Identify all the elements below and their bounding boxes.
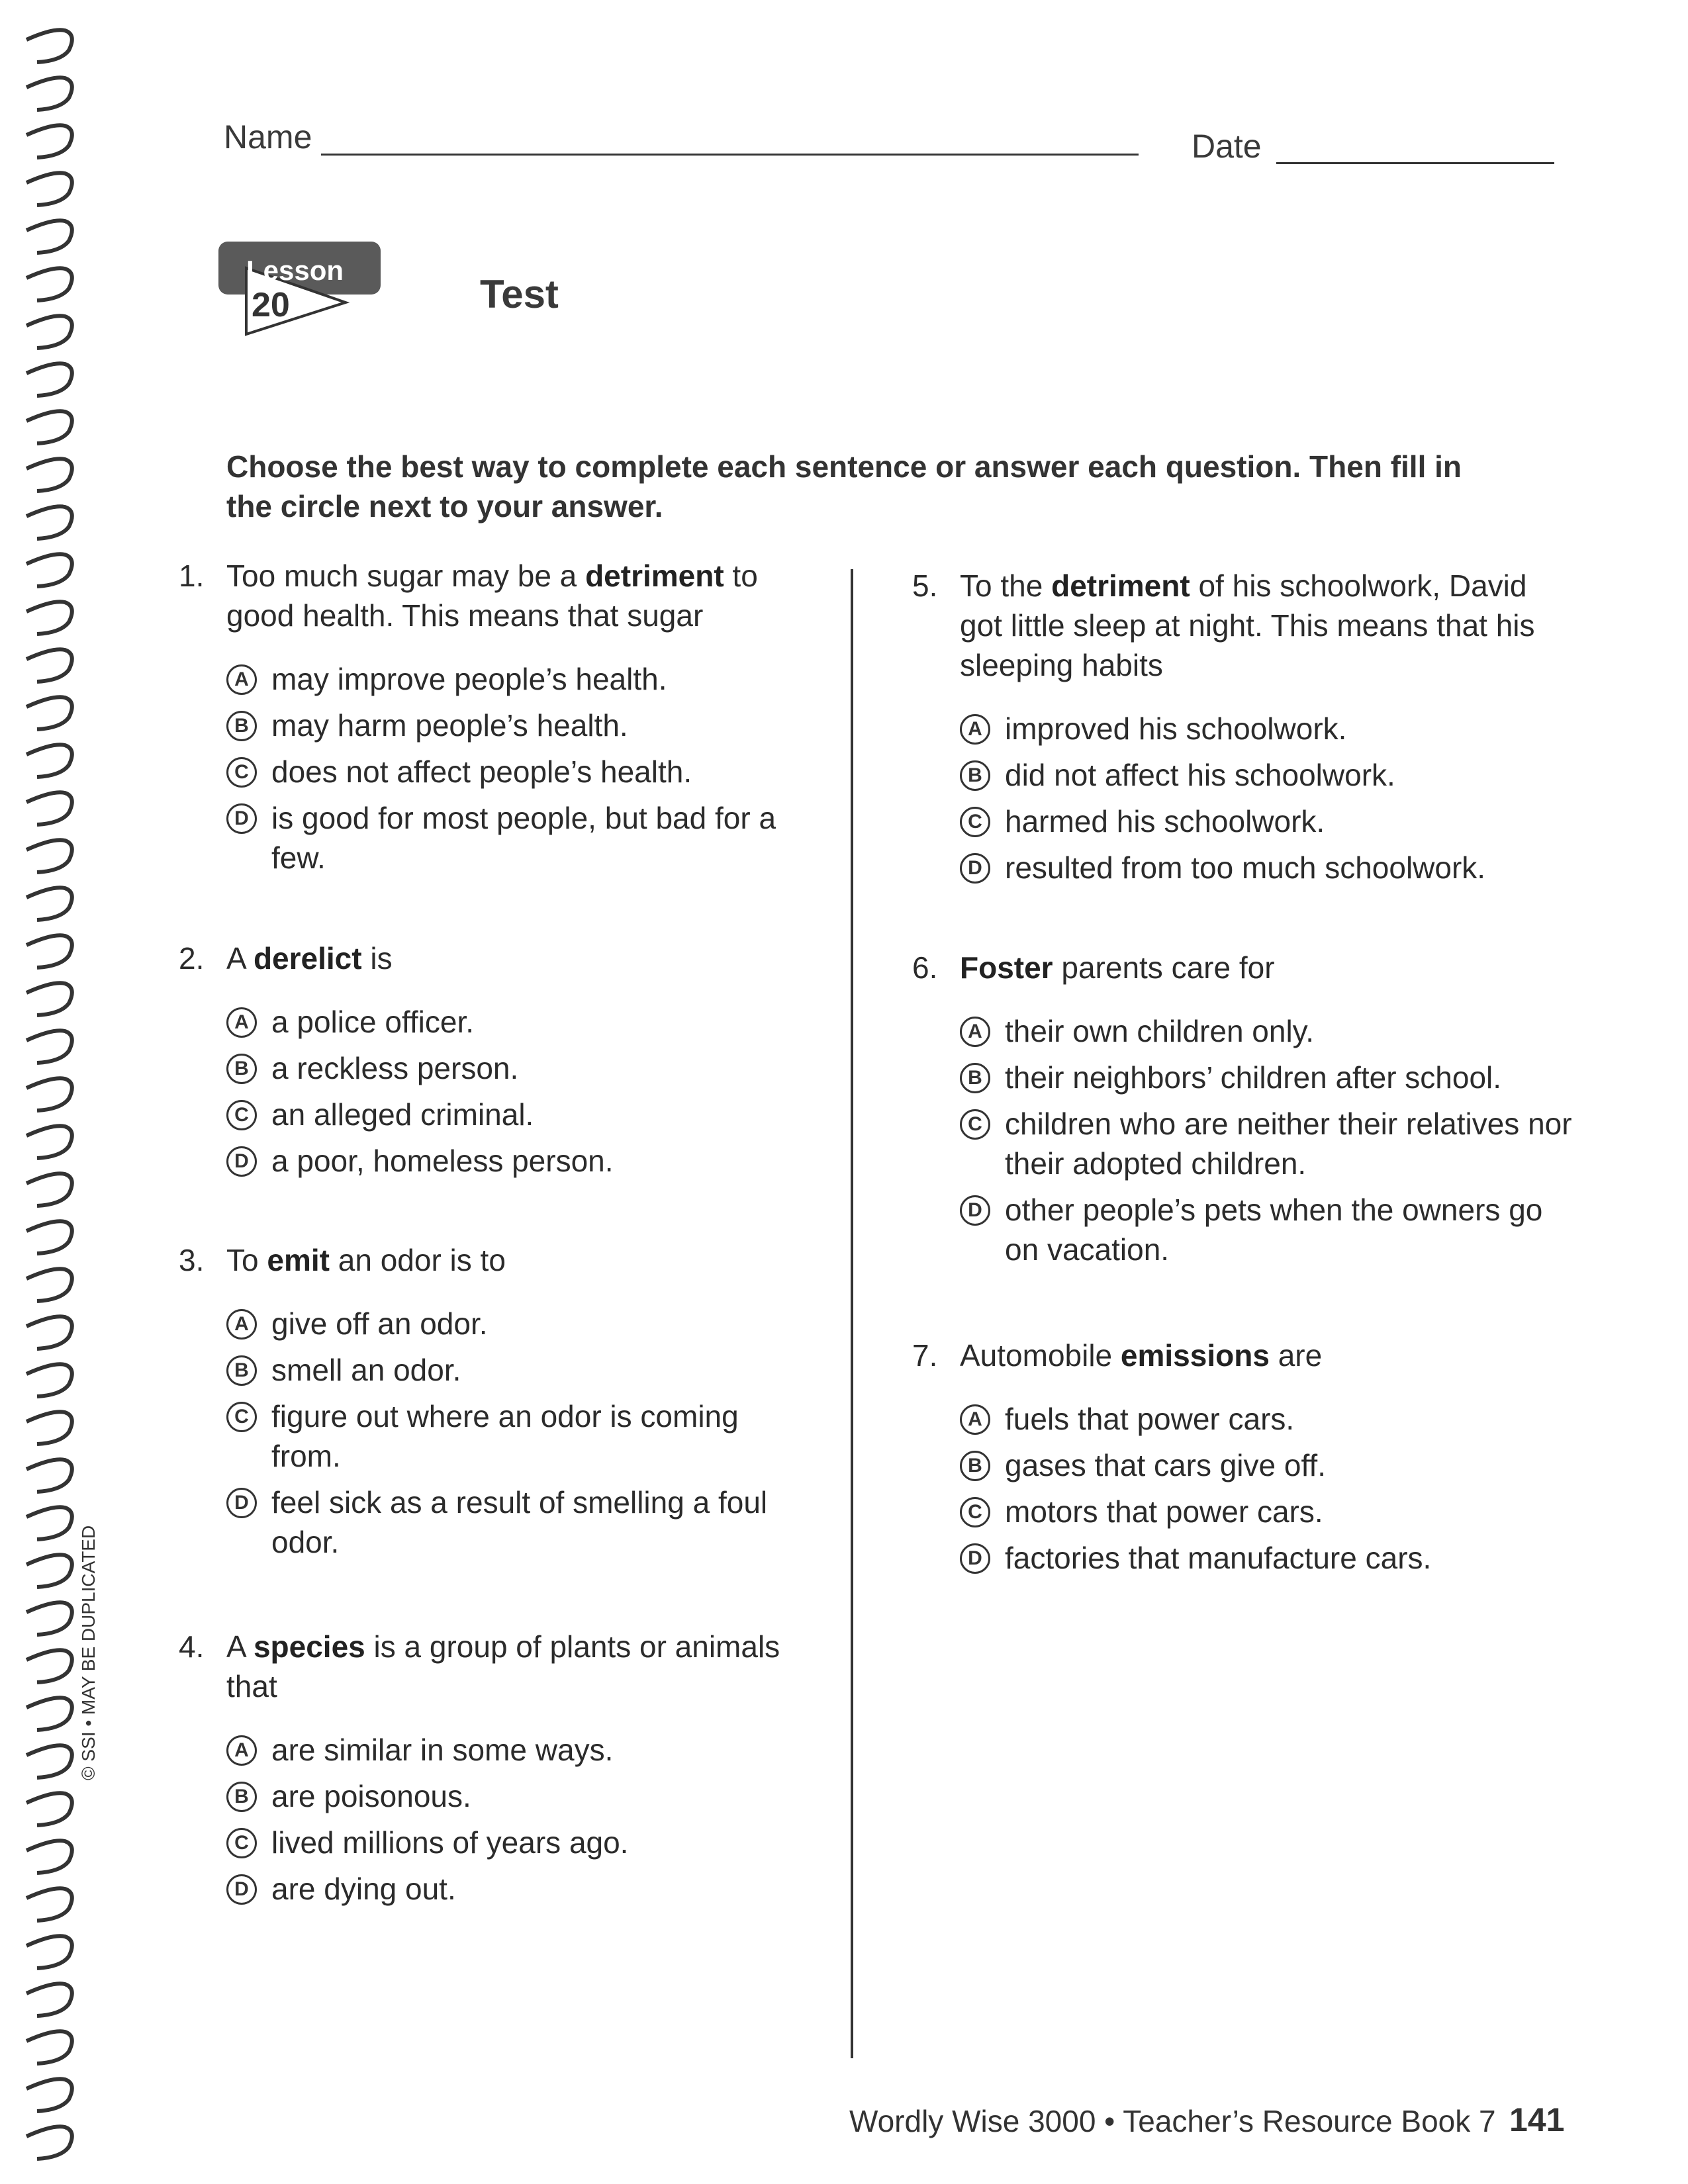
answer-option[interactable] (226, 1304, 808, 1343)
spiral-loop (26, 1507, 72, 1539)
answer-text: lived millions of years ago. (271, 1825, 629, 1860)
answer-text: a reckless person. (271, 1051, 519, 1085)
stem-text: A (226, 941, 254, 976)
spiral-loop (26, 1269, 72, 1301)
answer-text: are dying out. (271, 1872, 456, 1906)
lesson-badge-label: Lesson (246, 255, 344, 286)
vocab-term: emit (267, 1243, 330, 1277)
question-stem (179, 556, 808, 635)
answer-text: factories that manufacture cars. (1005, 1541, 1432, 1575)
answer-bubble[interactable]: C (226, 1402, 257, 1432)
answer-bubble[interactable]: C (226, 757, 257, 788)
spiral-loop (26, 316, 72, 348)
answer-option[interactable] (226, 1002, 808, 1042)
spiral-loop (26, 2031, 72, 2064)
answer-bubble[interactable]: D (960, 853, 990, 884)
answer-bubble[interactable]: B (960, 1451, 990, 1481)
answer-text: give off an odor. (271, 1306, 488, 1341)
answer-bubble[interactable]: D (226, 1488, 257, 1518)
spiral-loop (26, 1030, 72, 1063)
spiral-loop (26, 459, 72, 491)
spiral-loop (26, 649, 72, 682)
answer-bubble[interactable]: B (226, 1355, 257, 1386)
question-5 (912, 566, 1574, 894)
answer-text: gases that cars give off. (1005, 1448, 1326, 1482)
date-label: Date (1192, 128, 1262, 165)
question-stem (912, 948, 1574, 987)
question-1 (179, 556, 808, 884)
answer-bubble[interactable]: B (960, 760, 990, 791)
answer-text: figure out where an odor is coming from. (271, 1399, 739, 1473)
question-number: 7. (912, 1338, 938, 1373)
spiral-loop (26, 697, 72, 729)
spiral-loop (26, 2079, 72, 2111)
answer-option[interactable] (226, 1776, 808, 1816)
answer-bubble[interactable]: D (226, 1874, 257, 1905)
spiral-loop (26, 1793, 72, 1825)
spiral-loop (26, 1078, 72, 1111)
answer-bubble[interactable]: D (226, 803, 257, 834)
question-6 (912, 948, 1574, 1276)
answer-text: children who are neither their relatives nor their adopted children. (1005, 1107, 1572, 1181)
spiral-loop (26, 1888, 72, 1921)
question-number: 1. (179, 559, 205, 593)
answer-text: may harm people’s health. (271, 708, 628, 743)
answer-bubble[interactable]: C (960, 807, 990, 837)
answer-options (179, 1730, 808, 1909)
answer-options (912, 1011, 1574, 1269)
answer-option[interactable] (960, 755, 1574, 795)
stem-text: of his schoolwork, David got little sleep at night. This means that his sleeping habits (960, 569, 1535, 682)
spiral-loop (26, 1650, 72, 1682)
spiral-loop (26, 887, 72, 920)
answer-text: is good for most people, but bad for a few. (271, 801, 776, 875)
stem-text: are (1269, 1338, 1323, 1373)
answer-text: feel sick as a result of smelling a foul odor. (271, 1485, 768, 1559)
answer-option[interactable] (226, 1730, 808, 1770)
answer-options (912, 709, 1574, 887)
answer-text: improved his schoolwork. (1005, 711, 1347, 746)
spiral-loop (26, 1936, 72, 1968)
answer-text: may improve people’s health. (271, 662, 667, 696)
lesson-number: 20 (252, 286, 290, 324)
spiral-loop (26, 1555, 72, 1587)
spiral-loop (26, 1316, 72, 1349)
answer-bubble[interactable]: A (226, 1007, 257, 1038)
spiral-loop (26, 1412, 72, 1444)
spiral-loop (26, 1983, 72, 2016)
question-4 (179, 1627, 808, 1915)
answer-option[interactable] (226, 1141, 808, 1181)
answer-option[interactable] (226, 1095, 808, 1134)
spiral-loop (26, 506, 72, 539)
answer-bubble[interactable]: D (960, 1543, 990, 1574)
answer-options (179, 659, 808, 878)
vocab-term: detriment (1051, 569, 1190, 603)
answer-text: did not affect his schoolwork. (1005, 758, 1395, 792)
answer-bubble[interactable]: B (960, 1063, 990, 1093)
name-line[interactable] (321, 154, 1139, 156)
spiral-loop (26, 363, 72, 396)
answer-option[interactable] (960, 1492, 1574, 1531)
answer-text: a police officer. (271, 1005, 475, 1039)
spiral-loop (26, 1459, 72, 1492)
stem-text: Too much sugar may be a (226, 559, 586, 593)
answer-text: a poor, homeless person. (271, 1144, 614, 1178)
answer-text: their neighbors’ children after school. (1005, 1060, 1502, 1095)
spiral-loop (26, 792, 72, 825)
stem-text: an odor is to (329, 1243, 506, 1277)
answer-option[interactable] (226, 798, 808, 878)
spiral-loop (26, 1173, 72, 1206)
answer-bubble[interactable]: A (226, 664, 257, 695)
spiral-loop (26, 125, 72, 158)
spiral-loop (26, 268, 72, 300)
lesson-title: Test (480, 272, 559, 316)
name-label: Name (224, 118, 312, 156)
question-3 (179, 1240, 808, 1569)
answer-bubble[interactable]: D (960, 1195, 990, 1226)
spiral-loop (26, 1841, 72, 1873)
copyright-note: © SSI • MAY BE DUPLICATED (78, 1525, 99, 1780)
vocab-term: species (253, 1629, 365, 1664)
question-number: 3. (179, 1243, 205, 1277)
spiral-loop (26, 30, 72, 62)
spiral-loop (26, 935, 72, 968)
question-7 (912, 1336, 1574, 1584)
answer-option[interactable] (226, 752, 808, 792)
answer-option[interactable] (960, 1538, 1574, 1578)
spiral-loop (26, 745, 72, 777)
answer-text: are similar in some ways. (271, 1733, 614, 1767)
answer-option[interactable] (960, 1445, 1574, 1485)
vocab-term: derelict (253, 941, 362, 976)
answer-text: are poisonous. (271, 1779, 471, 1813)
spiral-binding (0, 0, 79, 2184)
answer-text: smell an odor. (271, 1353, 461, 1387)
spiral-loop (26, 173, 72, 205)
column-divider (851, 569, 853, 2058)
answer-text: an alleged criminal. (271, 1097, 534, 1132)
page-number: 141 (1509, 2101, 1565, 2138)
question-2 (179, 938, 808, 1187)
answer-text: harmed his schoolwork. (1005, 804, 1325, 839)
stem-text: is a group of plants or animals that (226, 1629, 780, 1704)
answer-option[interactable] (226, 705, 808, 745)
footer-text: Wordly Wise 3000 • Teacher’s Resource Book 7 (849, 2104, 1496, 2138)
answer-option[interactable] (960, 1190, 1574, 1269)
answer-bubble[interactable]: C (226, 1100, 257, 1130)
answer-text: resulted from too much schoolwork. (1005, 850, 1486, 885)
answer-text: their own children only. (1005, 1014, 1315, 1048)
stem-text: A (226, 1629, 254, 1664)
spiral-loop (26, 1602, 72, 1635)
answer-option[interactable] (226, 1869, 808, 1909)
spiral-loop (26, 77, 72, 110)
answer-bubble[interactable]: A (960, 1404, 990, 1435)
answer-option[interactable] (960, 1104, 1574, 1183)
vocab-term: Foster (960, 950, 1053, 985)
answer-bubble[interactable]: A (960, 714, 990, 745)
answer-text: does not affect people’s health. (271, 754, 692, 789)
question-stem (912, 1336, 1574, 1375)
answer-options (179, 1304, 808, 1562)
stem-text: Automobile (960, 1338, 1121, 1373)
answer-bubble[interactable]: A (226, 1735, 257, 1766)
vocab-term: emissions (1120, 1338, 1270, 1373)
question-stem (912, 566, 1574, 685)
stem-text: is (361, 941, 393, 976)
instructions: Choose the best way to complete each sentence or answer each question. Then fill in the circle next to your answer. (226, 449, 1462, 523)
spiral-loop (26, 1221, 72, 1253)
answer-option[interactable] (226, 1482, 808, 1562)
answer-option[interactable] (226, 1396, 808, 1476)
stem-text: To the (960, 569, 1052, 603)
vocab-term: detriment (585, 559, 724, 593)
answer-bubble[interactable]: C (960, 1109, 990, 1140)
answer-text: other people’s pets when the owners go on vacation. (1005, 1193, 1543, 1267)
spiral-loop (26, 220, 72, 253)
spiral-loop (26, 411, 72, 443)
answer-option[interactable] (960, 848, 1574, 887)
answer-options (912, 1399, 1574, 1578)
lesson-badge (218, 242, 384, 338)
spiral-loop (26, 1698, 72, 1730)
spiral-loop (26, 2126, 72, 2159)
answer-option[interactable] (226, 1048, 808, 1088)
question-number: 5. (912, 569, 938, 603)
question-number: 4. (179, 1629, 205, 1664)
question-number: 6. (912, 950, 938, 985)
answer-text: motors that power cars. (1005, 1494, 1323, 1529)
answer-bubble[interactable]: B (226, 1054, 257, 1084)
question-stem (179, 1240, 808, 1280)
spiral-loop (26, 602, 72, 634)
spiral-loop (26, 983, 72, 1015)
answer-bubble[interactable]: C (226, 1828, 257, 1858)
question-number: 2. (179, 941, 205, 976)
spiral-loop (26, 1364, 72, 1396)
question-stem (179, 1627, 808, 1706)
answer-option[interactable] (226, 659, 808, 699)
stem-text: to good health. This means that sugar (226, 559, 758, 633)
spiral-loop (26, 554, 72, 586)
answer-bubble[interactable]: A (226, 1309, 257, 1340)
answer-option[interactable] (960, 801, 1574, 841)
answer-text: fuels that power cars. (1005, 1402, 1295, 1436)
answer-bubble[interactable]: D (226, 1146, 257, 1177)
spiral-loop (26, 840, 72, 872)
answer-options (179, 1002, 808, 1181)
stem-text: To (226, 1243, 267, 1277)
answer-option[interactable] (960, 1399, 1574, 1439)
spiral-loop (26, 1126, 72, 1158)
answer-option[interactable] (226, 1823, 808, 1862)
answer-option[interactable] (226, 1350, 808, 1390)
answer-bubble[interactable]: B (226, 1782, 257, 1812)
answer-bubble[interactable]: C (960, 1497, 990, 1527)
answer-option[interactable] (960, 709, 1574, 749)
answer-bubble[interactable]: B (226, 711, 257, 741)
answer-option[interactable] (960, 1058, 1574, 1097)
date-line[interactable] (1276, 162, 1554, 164)
stem-text: parents care for (1053, 950, 1275, 985)
question-stem (179, 938, 808, 978)
answer-option[interactable] (960, 1011, 1574, 1051)
answer-bubble[interactable]: A (960, 1017, 990, 1047)
spiral-loop (26, 1745, 72, 1778)
